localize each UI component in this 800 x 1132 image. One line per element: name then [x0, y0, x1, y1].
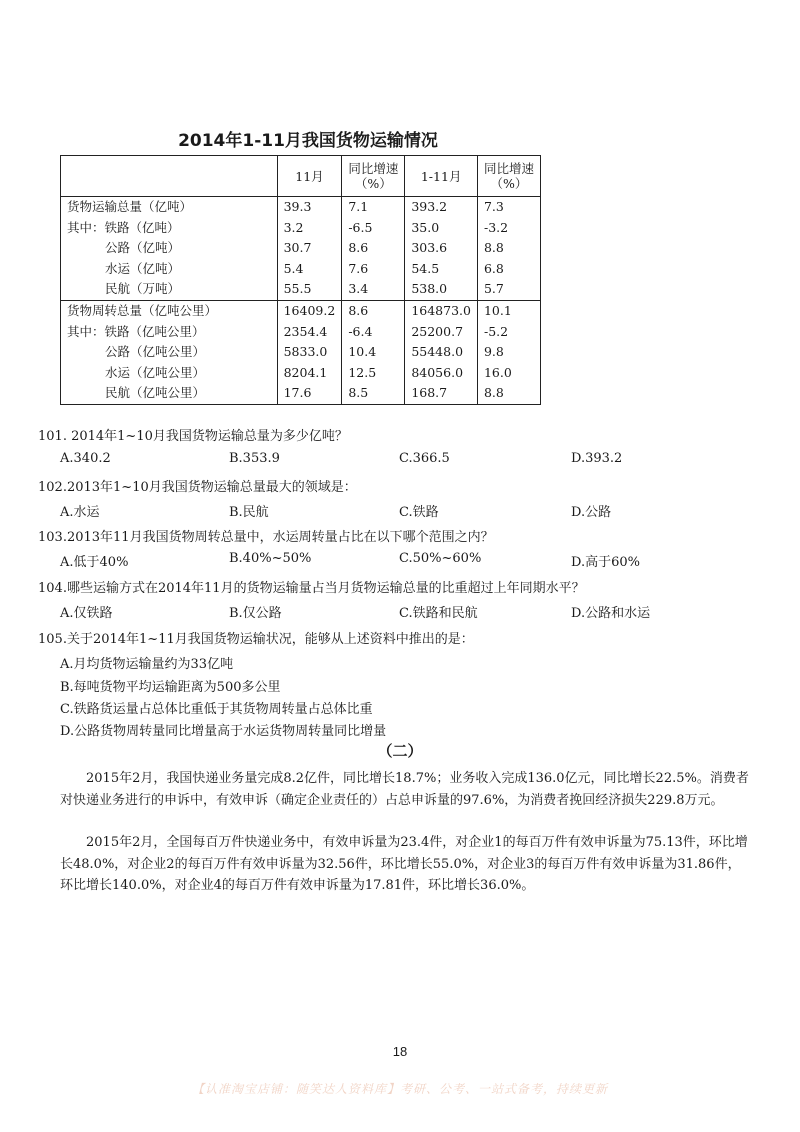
- cell-nov: 17.6: [277, 383, 342, 404]
- section-title: （二）: [377, 742, 423, 760]
- option-b: B.40%~50%: [229, 551, 312, 566]
- table-row: [61, 218, 541, 239]
- option-b: B.353.9: [229, 451, 280, 466]
- row-label: 货物周转总量（亿吨公里）: [61, 300, 278, 321]
- option-d: D.393.2: [571, 451, 623, 466]
- row-label: 水运（亿吨公里）: [61, 363, 278, 384]
- table-row: [61, 238, 541, 259]
- cell-nov: 16409.2: [277, 300, 342, 321]
- table-row: [61, 383, 541, 404]
- option-c: C.50%~60%: [399, 551, 482, 566]
- option-c: C.366.5: [399, 451, 450, 466]
- cell-jan-nov: 25200.7: [405, 322, 478, 343]
- cell-jan-nov: 303.6: [405, 238, 478, 259]
- header-yoy-jan-nov-line2: （%）: [490, 176, 528, 191]
- cell-yoy-jan-nov: -3.2: [477, 218, 540, 239]
- option-c: C.铁路和民航: [399, 606, 478, 621]
- header-nov: 11月: [277, 156, 342, 197]
- freight-table: [60, 155, 541, 405]
- row-label: 其中：铁路（亿吨公里）: [61, 322, 278, 343]
- cell-jan-nov: 55448.0: [405, 342, 478, 363]
- cell-jan-nov: 35.0: [405, 218, 478, 239]
- option-a: A.340.2: [60, 451, 111, 466]
- question-104: 104.哪些运输方式在2014年11月的货物运输量占当月货物运输总量的比重超过上年同期水平？: [38, 581, 585, 596]
- cell-yoy-jan-nov: 6.8: [477, 259, 540, 280]
- cell-jan-nov: 54.5: [405, 259, 478, 280]
- table-row: [61, 322, 541, 343]
- row-label: 公路（亿吨）: [61, 238, 278, 259]
- cell-yoy-jan-nov: 16.0: [477, 363, 540, 384]
- cell-nov: 30.7: [277, 238, 342, 259]
- cell-jan-nov: 538.0: [405, 279, 478, 300]
- option-d: D.公路货物周转量同比增量高于水运货物周转量同比增量: [60, 724, 387, 739]
- cell-jan-nov: 164873.0: [405, 300, 478, 321]
- paragraph-2: 2015年2月，全国每百万件快递业务中，有效申诉量为23.4件，对企业1的每百万件有效申诉量为75.13件，环比增长48.0%，对企业2的每百万件有效申诉量为32.56件，环比增长55.0%，对企业3的每百万件有效申诉量为31.86件，环比增长140.0%，对企业4的每百万件有效申诉量为17.81件，环比增长36.0%。: [60, 835, 748, 893]
- cell-yoy-jan-nov: 8.8: [477, 238, 540, 259]
- header-blank: [61, 156, 278, 197]
- header-yoy-jan-nov: [477, 156, 540, 197]
- question-101: 101. 2014年1~10月我国货物运输总量为多少亿吨？: [38, 429, 348, 444]
- table-row: [61, 197, 541, 218]
- option-a: A.水运: [60, 505, 100, 520]
- table-row: [61, 279, 541, 300]
- cell-yoy-jan-nov: 9.8: [477, 342, 540, 363]
- cell-nov: 5.4: [277, 259, 342, 280]
- header-yoy-nov-line1: 同比增速: [348, 161, 399, 176]
- cell-nov: 39.3: [277, 197, 342, 218]
- row-label: 其中：铁路（亿吨）: [61, 218, 278, 239]
- cell-yoy-nov: 3.4: [342, 279, 405, 300]
- cell-yoy-nov: 8.6: [342, 300, 405, 321]
- header-yoy-nov: [342, 156, 405, 197]
- option-a: A.低于40%: [60, 555, 129, 570]
- cell-yoy-nov: 7.1: [342, 197, 405, 218]
- option-a: A.月均货物运输量约为33亿吨: [60, 657, 234, 672]
- option-c: C.铁路: [399, 505, 439, 520]
- cell-nov: 8204.1: [277, 363, 342, 384]
- cell-yoy-jan-nov: 5.7: [477, 279, 540, 300]
- table-header-row: [61, 156, 541, 197]
- page-number: 18: [392, 1044, 408, 1059]
- option-b: B.民航: [229, 505, 269, 520]
- cell-nov: 5833.0: [277, 342, 342, 363]
- cell-jan-nov: 168.7: [405, 383, 478, 404]
- cell-yoy-nov: -6.4: [342, 322, 405, 343]
- option-d: D.高于60%: [571, 555, 640, 570]
- option-d: D.公路: [571, 505, 612, 520]
- question-105: 105.关于2014年1~11月我国货物运输状况，能够从上述资料中推出的是：: [38, 632, 474, 647]
- cell-yoy-nov: 7.6: [342, 259, 405, 280]
- row-label: 民航（万吨）: [61, 279, 278, 300]
- cell-jan-nov: 393.2: [405, 197, 478, 218]
- option-d: D.公路和水运: [571, 606, 651, 621]
- cell-yoy-jan-nov: 8.8: [477, 383, 540, 404]
- watermark: 【认准淘宝店铺：随笑达人资料库】考研、公考、一站式备考，持续更新: [191, 1082, 608, 1096]
- question-102: 102.2013年1~10月我国货物运输总量最大的领域是：: [38, 480, 357, 495]
- cell-yoy-nov: 10.4: [342, 342, 405, 363]
- cell-nov: 2354.4: [277, 322, 342, 343]
- table-row: [61, 259, 541, 280]
- row-label: 民航（亿吨公里）: [61, 383, 278, 404]
- header-jan-nov: 1-11月: [405, 156, 478, 197]
- cell-yoy-jan-nov: 10.1: [477, 300, 540, 321]
- cell-yoy-nov: 8.5: [342, 383, 405, 404]
- header-yoy-jan-nov-line1: 同比增速: [483, 161, 534, 176]
- table-title: 2014年1-11月我国货物运输情况: [178, 131, 438, 151]
- cell-yoy-nov: 12.5: [342, 363, 405, 384]
- option-b: B.仅公路: [229, 606, 282, 621]
- cell-yoy-jan-nov: 7.3: [477, 197, 540, 218]
- header-yoy-nov-line2: （%）: [354, 176, 392, 191]
- option-a: A.仅铁路: [60, 606, 113, 621]
- row-label: 货物运输总量（亿吨）: [61, 197, 278, 218]
- cell-jan-nov: 84056.0: [405, 363, 478, 384]
- table-row: [61, 363, 541, 384]
- table-row: [61, 300, 541, 321]
- table-row: [61, 342, 541, 363]
- row-label: 水运（亿吨）: [61, 259, 278, 280]
- option-c: C.铁路货运量占总体比重低于其货物周转量占总体比重: [60, 702, 373, 717]
- cell-nov: 55.5: [277, 279, 342, 300]
- paragraph-1: 2015年2月，我国快递业务量完成8.2亿件，同比增长18.7%；业务收入完成136.0亿元，同比增长22.5%。消费者对快递业务进行的申诉中，有效申诉（确定企业责任的）占总申诉量的97.6%，为消费者挽回经济损失229.8万元。: [60, 771, 749, 808]
- question-103: 103.2013年11月我国货物周转总量中，水运周转量占比在以下哪个范围之内？: [38, 530, 494, 545]
- cell-yoy-nov: 8.6: [342, 238, 405, 259]
- cell-yoy-nov: -6.5: [342, 218, 405, 239]
- row-label: 公路（亿吨公里）: [61, 342, 278, 363]
- option-b: B.每吨货物平均运输距离为500多公里: [60, 680, 281, 695]
- cell-nov: 3.2: [277, 218, 342, 239]
- cell-yoy-jan-nov: -5.2: [477, 322, 540, 343]
